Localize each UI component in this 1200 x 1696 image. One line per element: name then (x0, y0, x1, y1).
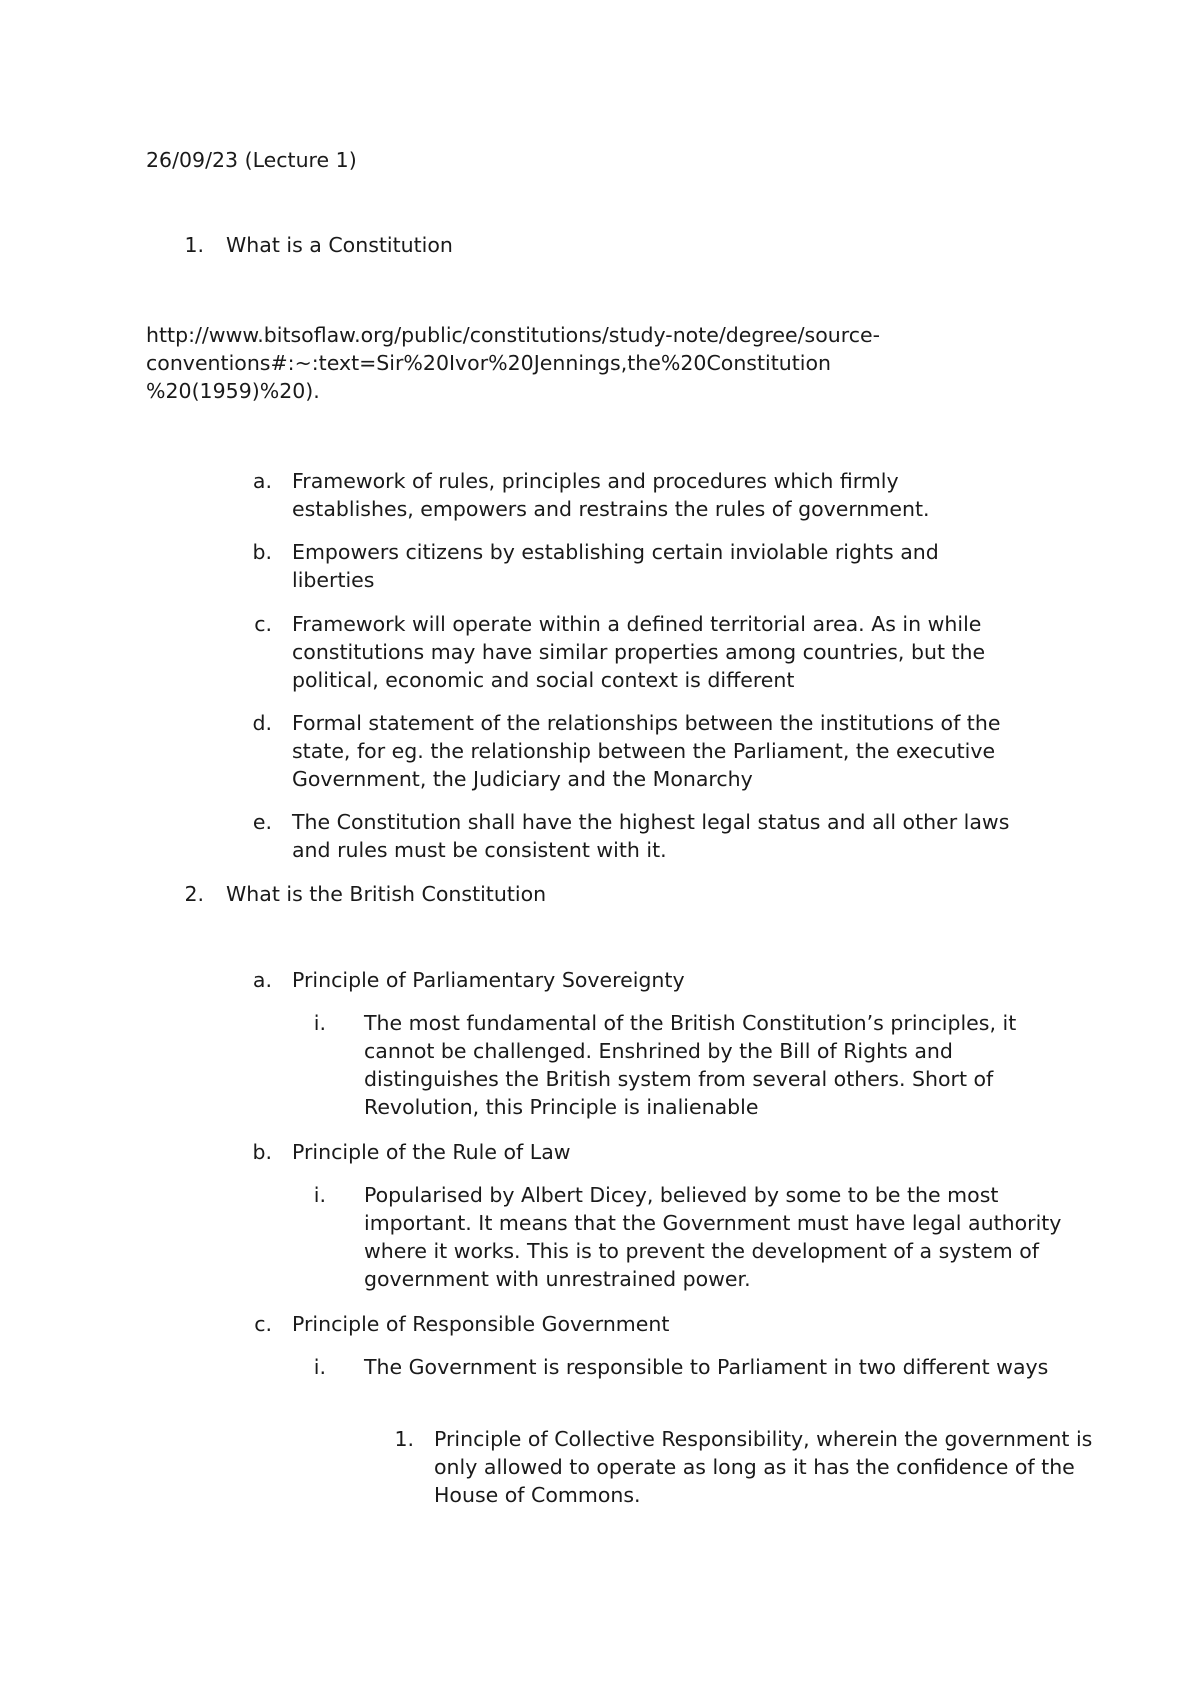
list-marker: i. (313, 1183, 326, 1207)
section-1-heading (176, 231, 453, 259)
section-title: What is the British Constitution (226, 882, 547, 906)
list-item-text: Popularised by Albert Dicey, believed by some to be the most important. It means that the Government must have legal authority where it works. This is to prevent the development of a system of government with unrestrained power. (364, 1183, 1062, 1291)
source-link-line[interactable]: %20(1959)%20). (146, 379, 320, 403)
list-item-text: Framework of rules, principles and procedures which firmly establishes, empowers and restrains the rules of government. (292, 469, 930, 521)
section-2-heading (176, 880, 546, 908)
list-marker: b. (252, 1140, 272, 1164)
list-item-text: Principle of Collective Responsibility, wherein the government is only allowed to operate as long as it has the confidence of the House of Commons. (434, 1427, 1093, 1507)
list-marker: i. (313, 1355, 326, 1379)
list-number: 1. (184, 233, 204, 257)
list-item (248, 1310, 669, 1338)
list-item (248, 538, 1002, 594)
list-item-text: Principle of the Rule of Law (292, 1140, 571, 1164)
list-number: 2. (184, 882, 204, 906)
sub-list-item (310, 1009, 1064, 1121)
list-number: 1. (394, 1427, 414, 1451)
list-item-text: The most fundamental of the British Constitution’s principles, it cannot be challenged. Enshrined by the Bill of Rights and distinguishes the British system from several others. Short of Revolution, this Principle is inalienable (364, 1011, 1017, 1119)
sub-list-item (310, 1353, 1064, 1381)
list-item-text: Framework will operate within a defined territorial area. As in while constitutions may have similar properties among countries, but the political, economic and social context is different (292, 612, 986, 692)
list-item-text: Principle of Responsible Government (292, 1312, 670, 1336)
list-marker: c. (254, 1312, 272, 1336)
list-marker: c. (254, 612, 272, 636)
sub-sub-list-item (390, 1425, 1094, 1509)
list-item (248, 808, 1052, 864)
list-item (248, 1138, 571, 1166)
list-item (248, 966, 685, 994)
list-marker: i. (313, 1011, 326, 1035)
date-heading: 26/09/23 (Lecture 1) (146, 148, 357, 172)
list-item-text: Empowers citizens by establishing certain inviolable rights and liberties (292, 540, 939, 592)
source-link[interactable] (146, 321, 946, 405)
list-marker: a. (252, 469, 272, 493)
list-item (248, 610, 1052, 694)
source-link-line[interactable]: http://www.bitsoflaw.org/public/constitutions/study-note/degree/source- (146, 323, 881, 347)
list-item-text: The Government is responsible to Parliament in two different ways (364, 1355, 1049, 1379)
section-title: What is a Constitution (226, 233, 453, 257)
list-item-text: Principle of Parliamentary Sovereignty (292, 968, 685, 992)
list-item-text: The Constitution shall have the highest legal status and all other laws and rules must be consistent with it. (292, 810, 1010, 862)
list-marker: d. (252, 711, 272, 735)
list-item (248, 709, 1052, 793)
list-marker: a. (252, 968, 272, 992)
sub-list-item (310, 1181, 1064, 1293)
list-marker: e. (252, 810, 272, 834)
list-marker: b. (252, 540, 272, 564)
list-item-text: Formal statement of the relationships between the institutions of the state, for eg. the relationship between the Parliament, the executive Government, the Judiciary and the Monarchy (292, 711, 1001, 791)
source-link-line[interactable]: conventions#:~:text=Sir%20Ivor%20Jennings,the%20Constitution (146, 351, 832, 375)
list-item (248, 467, 1002, 523)
